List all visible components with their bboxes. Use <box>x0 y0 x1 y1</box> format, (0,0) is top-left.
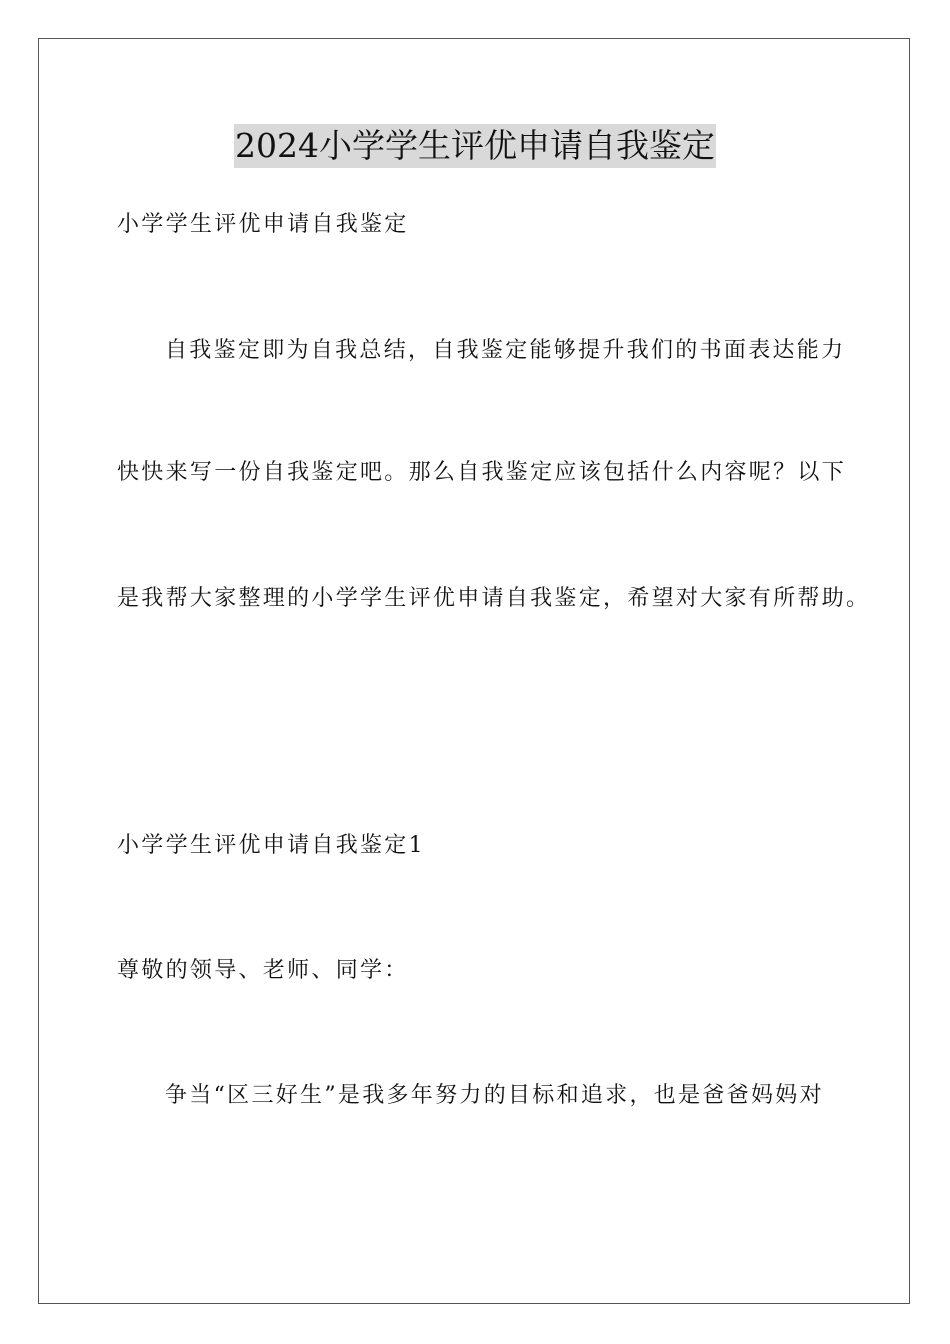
document-title: 2024小学学生评优申请自我鉴定 <box>234 124 716 168</box>
salutation: 尊敬的领导、老师、同学： <box>117 958 409 983</box>
intro-line-2: 快快来写一份自我鉴定吧。那么自我鉴定应该包括什么内容呢？以下 <box>117 460 847 485</box>
intro-line-3: 是我帮大家整理的小学学生评优申请自我鉴定，希望对大家有所帮助。 <box>117 586 871 611</box>
intro-line-1: 自我鉴定即为自我总结，自我鉴定能够提升我们的书面表达能力 <box>165 338 846 363</box>
body-paragraph-line: 争当“区三好生”是我多年努力的目标和追求，也是爸爸妈妈对 <box>165 1083 824 1108</box>
document-subtitle: 小学学生评优申请自我鉴定 <box>117 212 409 237</box>
section-heading: 小学学生评优申请自我鉴定1 <box>117 833 425 858</box>
title-container <box>0 124 950 168</box>
